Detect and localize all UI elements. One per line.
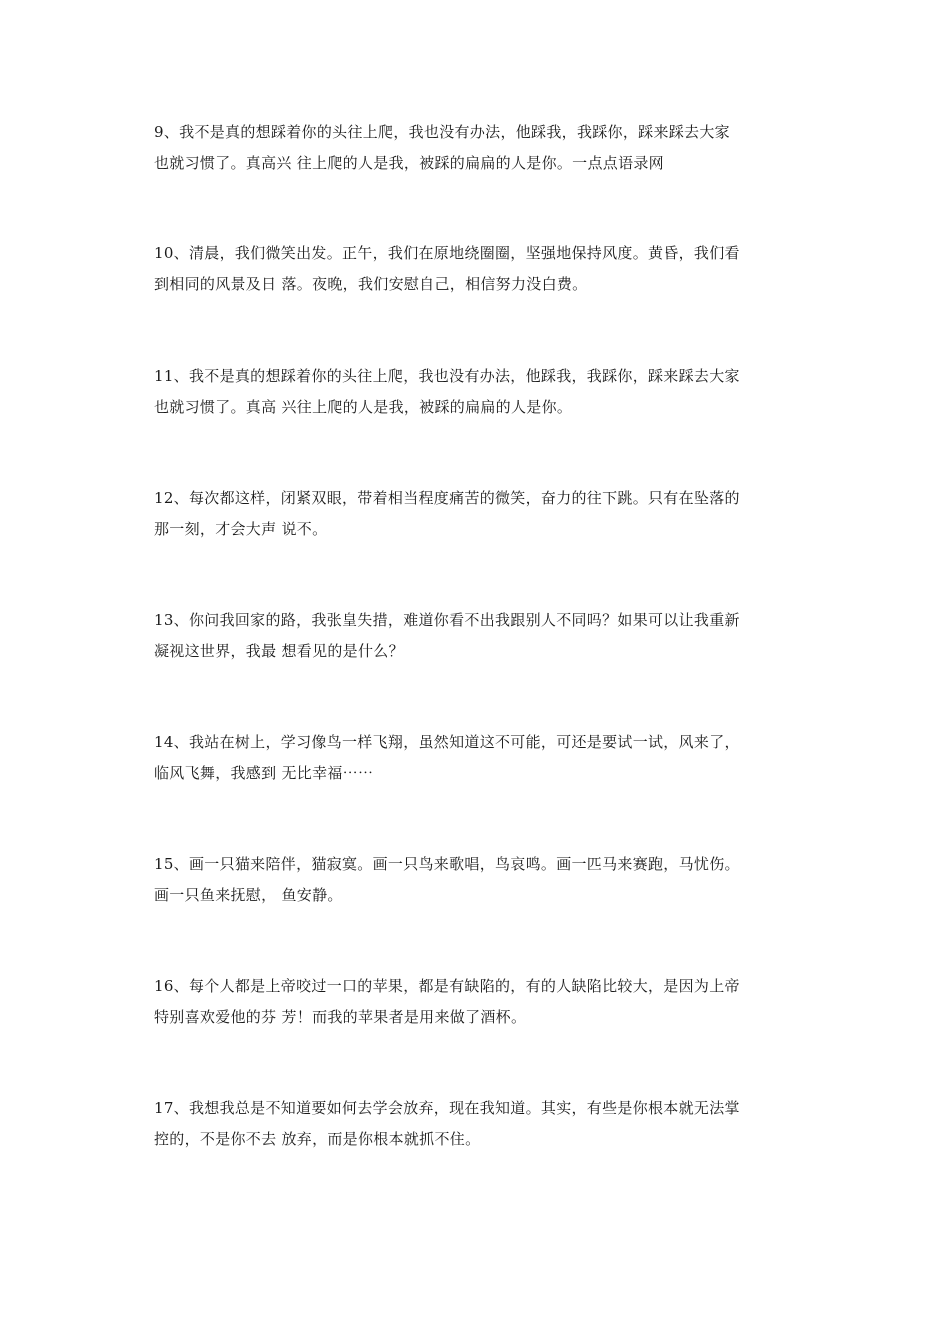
quote-line: 也就习惯了。真高兴 往上爬的人是我，被踩的扁扁的人是你。一点点语录网 (154, 154, 664, 172)
quote-line: 控的，不是你不去 放弃，而是你根本就抓不住。 (154, 1130, 481, 1148)
quote-line: 11、我不是真的想踩着你的头往上爬，我也没有办法，他踩我，我踩你，踩来踩去大家 (154, 367, 740, 385)
quote-entry-13 (154, 605, 804, 667)
quote-line: 临风飞舞，我感到 无比幸福⋯⋯ (154, 764, 374, 782)
quote-line: 15、画一只猫来陪伴，猫寂寞。画一只鸟来歌唱，鸟哀鸣。画一匹马来赛跑，马忧伤。 (154, 855, 740, 873)
quote-entry-15 (154, 849, 804, 911)
quote-line: 16、每个人都是上帝咬过一口的苹果，都是有缺陷的，有的人缺陷比较大，是因为上帝 (154, 977, 740, 995)
quote-entry-12 (154, 483, 804, 545)
quote-line: 10、清晨，我们微笑出发。正午，我们在原地绕圈圈，坚强地保持风度。黄昏，我们看 (154, 244, 740, 262)
quote-line: 17、我想我总是不知道要如何去学会放弃，现在我知道。其实，有些是你根本就无法掌 (154, 1099, 740, 1117)
quote-line: 也就习惯了。真高 兴往上爬的人是我，被踩的扁扁的人是你。 (154, 398, 573, 416)
quote-line: 那一刻，才会大声 说不。 (154, 520, 328, 538)
quote-entry-14 (154, 727, 804, 789)
quote-line: 凝视这世界，我最 想看见的是什么？ (154, 642, 404, 660)
quote-line: 画一只鱼来抚慰， 鱼安静。 (154, 886, 343, 904)
quote-line: 14、我站在树上，学习像鸟一样飞翔，虽然知道这不可能，可还是要试一试，风来了， (154, 733, 740, 751)
quote-entry-10 (154, 238, 804, 300)
quote-line: 到相同的风景及日 落。夜晚，我们安慰自己，相信努力没白费。 (154, 275, 588, 293)
quote-entry-16 (154, 971, 804, 1033)
quote-line: 12、每次都这样，闭紧双眼，带着相当程度痛苦的微笑，奋力的往下跳。只有在坠落的 (154, 489, 740, 507)
quote-entry-17 (154, 1093, 804, 1155)
quote-line: 特别喜欢爱他的芬 芳！而我的苹果者是用来做了酒杯。 (154, 1008, 527, 1026)
quote-line: 9、我不是真的想踩着你的头往上爬，我也没有办法，他踩我，我踩你，踩来踩去大家 (154, 123, 730, 141)
quote-entry-9 (154, 117, 804, 179)
quote-line: 13、你问我回家的路，我张皇失措，难道你看不出我跟别人不同吗？如果可以让我重新 (154, 611, 740, 629)
quote-entry-11 (154, 361, 804, 423)
